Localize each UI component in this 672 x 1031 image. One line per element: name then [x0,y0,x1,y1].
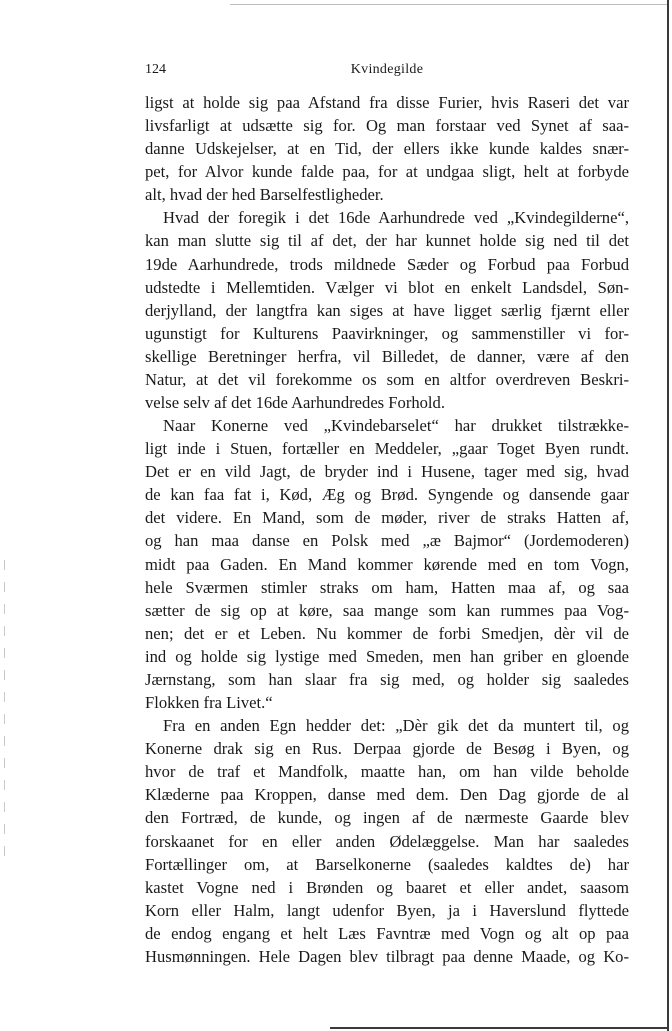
text-line: pet, for Alvor kunde falde paa, for at undgaa sligt, helt at forbyde [145,162,629,182]
text-line: den Fortræd, de kunde, og ingen af de nærmeste Gaarde blev [145,808,629,828]
text-line: midt paa Gaden. En Mand kommer kørende med en tom Vogn, [145,554,629,574]
text-line: og han maa danse en Polsk med „æ Bajmor“ (Jordemoderen) [145,531,629,551]
text-line: skellige Beretninger herfra, vil Billedet, de danner, være af den [145,346,629,366]
text-line: Det er en vild Jagt, de bryder ind i Husene, tager med sig, hvad [145,462,629,482]
body-text [145,91,629,968]
page-number: 124 [145,62,166,77]
text-line: Natur, at det vil forekomme os som en altfor overdreven Beskri- [145,369,629,389]
text-line: ligt inde i Stuen, fortæller en Meddeler, „gaar Toget Byen rundt. [145,439,629,459]
scan-edge-left [4,560,5,860]
text-line: Jærnstang, som han slaar fra sig med, og holder sig saaledes [145,669,629,689]
scan-edge-right [667,0,669,1031]
text-line: kastet Vogne ned i Brønden og baaret et eller andet, saasom [145,877,629,897]
text-line: alt, hvad der hed Barselfestligheder. [145,185,384,205]
text-line: ind og holde sig lystige med Smeden, men han griber en gloende [145,646,629,666]
text-line: hvor de traf et Mandfolk, maatte han, om han vilde beholde [145,762,629,782]
text-line: Konerne drak sig en Rus. Derpaa gjorde de Besøg i Byen, og [145,739,629,759]
text-line: Fortællinger om, at Barselkonerne (saaledes kaldtes de) har [145,854,629,874]
text-line: ligst at holde sig paa Afstand fra disse Furier, hvis Raseri det var [145,93,629,112]
text-line: udstedte i Mellemtiden. Vælger vi blot en enkelt Landsdel, Søn- [145,277,629,297]
text-line: de kan faa fat i, Kød, Æg og Brød. Syngende og dansende gaar [145,485,629,505]
text-line: livsfarligt at udsætte sig for. Og man forstaar ved Synet af saa- [145,116,629,136]
text-line: de endog engang et helt Læs Favntræ med Vogn og alt op paa [145,923,629,943]
text-line: derjylland, der langtfra kan siges at have ligget særlig fjærnt eller [145,300,629,320]
text-line: ugunstigt for Kulturens Paavirkninger, og sammenstiller vi for- [145,323,629,343]
text-line: danne Udskejelser, at en Tid, der ellers ikke kunde kaldes snær- [145,139,629,159]
text-line: sætter de sig op at køre, saa mange som kan rummes paa Vog- [145,600,629,620]
text-line: Naar Konerne ved „Kvindebarselet“ har drukket tilstrække- [163,416,629,436]
running-head [145,60,629,80]
text-line: Flokken fra Livet.“ [145,693,273,713]
text-line: kan man slutte sig til af det, der har kunnet holde sig ned til det [145,231,629,251]
text-line: det videre. En Mand, som de møder, river de straks Hatten af, [145,508,629,528]
text-line: Klæderne paa Kroppen, danse med dem. Den Dag gjorde de al [145,785,629,805]
text-line: nen; det er et Leben. Nu kommer de forbi Smedjen, dèr vil de [145,623,629,643]
text-line: Korn eller Halm, langt udenfor Byen, ja i Haverslund flyttede [145,900,629,920]
text-line: hele Sværmen stimler straks om ham, Hatten maa af, og saa [145,577,629,597]
text-line: 19de Aarhundrede, trods mildnede Sæder og Forbud paa Forbud [145,254,629,274]
running-title: Kvindegilde [350,62,424,77]
text-line: Husmønningen. Hele Dagen blev tilbragt paa denne Maade, og Ko- [145,946,629,966]
scan-edge-top [230,4,668,5]
text-line: Hvad der foregik i det 16de Aarhundrede ved „Kvindegilderne“, [163,208,629,228]
scan-edge-bottom [330,1027,668,1029]
text-line: velse selv af det 16de Aarhundredes Forhold. [145,393,445,413]
text-line: Fra en anden Egn hedder det: „Dèr gik det da muntert til, og [163,716,629,736]
text-line: forskaanet for en eller anden Ødelæggelse. Man har saaledes [145,831,629,851]
